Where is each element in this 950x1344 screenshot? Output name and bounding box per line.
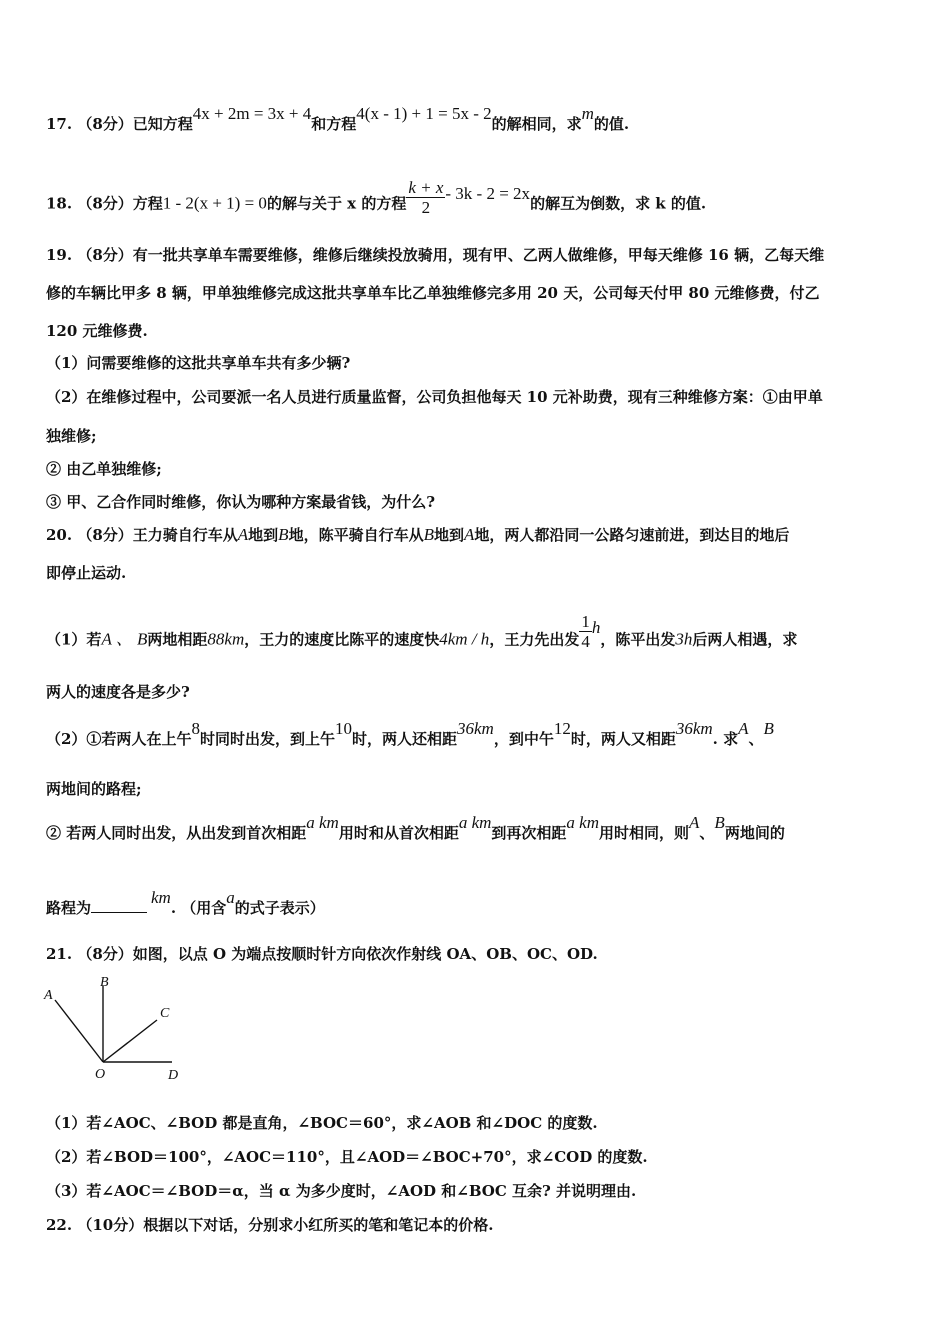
label-d: D — [168, 1068, 179, 1083]
q20-part-1 — [46, 612, 798, 660]
q20-distance-36: 36km — [456, 719, 494, 738]
q20-text: 路程为 — [46, 899, 92, 917]
q18-fraction — [406, 179, 445, 218]
q17-prefix: 17. （8分）已知方程 — [46, 115, 193, 133]
q20-text: 地到 — [248, 526, 279, 544]
label-b: B — [100, 975, 109, 990]
q20-separator: 、 — [699, 824, 715, 842]
q20-text: （2）①若两人在上午 — [46, 730, 192, 748]
q20-distance-a: a km — [458, 813, 492, 832]
q20-point-b: B — [763, 719, 774, 738]
q20-distance-a: a km — [566, 813, 599, 832]
q20-point-a: A — [689, 813, 700, 832]
q20-point-b: B — [423, 525, 434, 544]
q21-figure — [40, 972, 190, 1087]
q20-distance-a: a km — [306, 813, 339, 832]
label-c: C — [160, 1006, 170, 1021]
q18-equation-1: 1 - 2(x + 1) = 0 — [162, 193, 267, 213]
q17-mid: 和方程 — [311, 115, 357, 133]
answer-blank[interactable] — [91, 898, 147, 913]
q19-option-2: ② 由乙单独维修; — [46, 460, 162, 478]
q20-fraction-unit: h — [591, 617, 601, 637]
q20-distance-36: 36km — [675, 719, 713, 738]
q17-line — [46, 104, 630, 134]
q19-line-3: 120 元维修费. — [46, 322, 148, 340]
q20-text: 地，陈平骑自行车从 — [288, 526, 424, 544]
q20-text: 用时相同，则 — [599, 824, 690, 842]
q17-tail: 的解相同，求 — [491, 115, 582, 133]
q19-sub-2b: 独维修; — [46, 427, 97, 445]
q18-fraction-denominator: 2 — [421, 198, 431, 217]
q20-fraction — [579, 613, 592, 652]
q20-text: 两地相距 — [147, 630, 208, 649]
q18-end: 的解互为倒数，求 k 的值. — [530, 194, 707, 213]
ray-oc — [103, 1020, 157, 1062]
q21-sub-2: （2）若∠BOD＝100°，∠AOC＝110°，且∠AOD＝∠BOC+70°，求∠COD 的度数. — [46, 1148, 648, 1166]
q19-line-1: 19. （8分）有一批共享单车需要维修，维修后继续投放骑用，现有甲、乙两人做维修，甲每天维修 16 辆，乙每天维 — [46, 246, 825, 264]
q19-sub-1: （1）问需要维修的这批共享单车共有多少辆? — [46, 354, 351, 372]
q18-mid: 的解与关于 x 的方程 — [266, 194, 407, 213]
q18-equation-2: - 3k - 2 = 2x — [445, 183, 531, 203]
q18-fraction-numerator: k + x — [408, 178, 444, 197]
q22-stem: 22. （10分）根据以下对话，分别求小红所买的笔和笔记本的价格. — [46, 1216, 494, 1234]
q20-text: . 求 — [712, 730, 739, 748]
label-a: A — [44, 988, 53, 1003]
q20-text: 20. （8分）王力骑自行车从 — [46, 526, 238, 544]
q20-point-a: A — [738, 719, 749, 738]
q20-text: ，到中午 — [493, 730, 554, 748]
q20-text: 时，两人又相距 — [570, 730, 676, 748]
q20-line-1 — [46, 525, 789, 545]
q19-sub-2a: （2）在维修过程中，公司要派一名人员进行质量监督，公司负担他每天 10 元补助费，现有三种维修方案：①由甲单 — [46, 388, 823, 406]
q21-sub-3: （3）若∠AOC＝∠BOD＝α，当 α 为多少度时，∠AOD 和∠BOC 互余? 并说明理由. — [46, 1182, 637, 1200]
q20-time-8: 8 — [191, 719, 200, 738]
q20-text: ② 若两人同时出发，从出发到首次相距 — [46, 824, 307, 842]
q20-points-ab: A 、 B — [101, 629, 148, 649]
q17-end: 的值. — [593, 115, 630, 133]
q20-time-10: 10 — [334, 719, 352, 738]
q21-stem: 21. （8分）如图，以点 O 为端点按顺时针方向依次作射线 OA、OB、OC、OD. — [46, 945, 598, 963]
q20-part-2-line-2: 两地间的路程; — [46, 780, 142, 798]
q20-text: ，王力的速度比陈平的速度快 — [244, 630, 440, 649]
q20-text: 的式子表示） — [234, 899, 325, 917]
q20-point-a: A — [237, 525, 249, 544]
q20-separator: 、 — [748, 730, 764, 748]
q20-text: . （用含 — [170, 899, 227, 917]
q20-time-12: 12 — [553, 719, 571, 738]
q20-distance: 88km — [207, 629, 245, 649]
q20-text: 用时和从首次相距 — [338, 824, 459, 842]
q20-text: 地，两人都沿同一公路匀速前进，到达目的地后 — [474, 526, 790, 544]
q20-part-2 — [46, 719, 774, 749]
q17-variable: m — [581, 104, 594, 123]
q20-part-3 — [46, 813, 785, 843]
q20-point-b: B — [278, 525, 289, 544]
q20-text: 时，两人还相距 — [351, 730, 457, 748]
q20-speed: 4km / h — [439, 629, 490, 649]
q20-fraction-numerator: 1 — [581, 612, 590, 631]
q18-line — [46, 178, 707, 224]
q17-equation-1: 4x + 2m = 3x + 4 — [192, 104, 312, 123]
ray-oa — [55, 1000, 103, 1062]
q20-text: ，陈平出发 — [600, 630, 676, 649]
q20-text: 到再次相距 — [491, 824, 567, 842]
q20-part-1-line-2: 两人的速度各是多少? — [46, 683, 190, 701]
q20-text: ，王力先出发 — [489, 630, 580, 649]
q20-text: 时同时出发，到上午 — [199, 730, 335, 748]
q20-point-a: A — [463, 525, 475, 544]
q20-fraction-denominator: 4 — [581, 632, 590, 651]
q17-equation-2: 4(x - 1) + 1 = 5x - 2 — [356, 104, 492, 123]
q18-prefix: 18. （8分）方程 — [46, 194, 163, 213]
q20-text: （1）若 — [46, 630, 102, 649]
q20-text: 两地间的 — [724, 824, 785, 842]
q19-option-3: ③ 甲、乙合作同时维修，你认为哪种方案最省钱，为什么? — [46, 493, 436, 511]
q20-part-4 — [46, 888, 325, 918]
q20-text: 地到 — [433, 526, 464, 544]
q20-point-b: B — [714, 813, 725, 832]
q21-sub-1: （1）若∠AOC、∠BOD 都是直角，∠BOC＝60°，求∠AOB 和∠DOC 的度数. — [46, 1114, 598, 1132]
label-o: O — [95, 1067, 106, 1082]
q20-line-2: 即停止运动. — [46, 564, 127, 582]
q20-text: 后两人相遇，求 — [692, 630, 798, 649]
q19-line-2: 修的车辆比甲多 8 辆，甲单独维修完成这批共享单车比乙单独维修完多用 20 天，公司每天付甲 80 元维修费，付乙 — [46, 284, 820, 302]
q20-variable-a: a — [226, 888, 235, 907]
q20-time: 3h — [675, 629, 693, 649]
q20-unit-km: km — [151, 888, 171, 907]
